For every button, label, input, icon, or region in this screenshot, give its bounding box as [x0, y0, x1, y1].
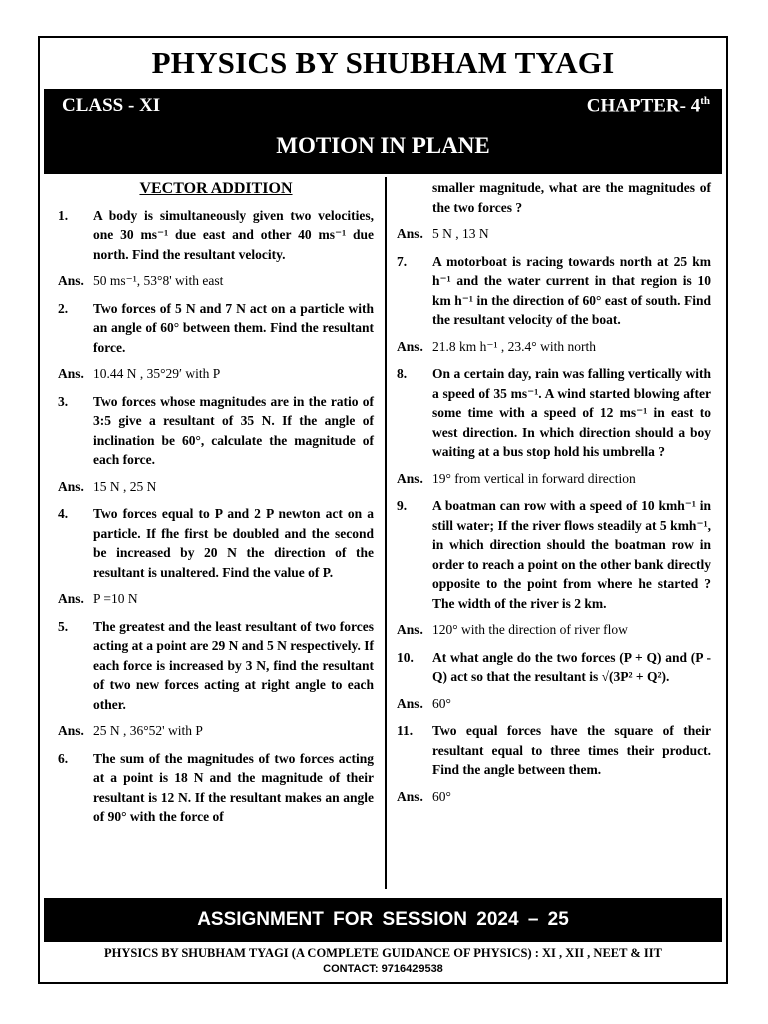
question-number: 9. — [397, 498, 408, 513]
answer-6 — [397, 224, 711, 244]
page-title: PHYSICS BY SHUBHAM TYAGI — [151, 45, 615, 80]
answer-10 — [397, 694, 711, 714]
answer-text: 10.44 N , 35°29′ with P — [93, 366, 221, 381]
question-2 — [58, 299, 374, 358]
answer-label: Ans. — [397, 338, 423, 354]
answer-text: 60° — [432, 695, 451, 711]
footer-contact: CONTACT: 9716429538 — [323, 963, 443, 975]
answer-label: Ans. — [58, 478, 84, 494]
question-6-continued: smaller magnitude, what are the magnitudes of the two forces ? — [432, 180, 711, 215]
chapter-label — [587, 95, 710, 117]
question-text: A boatman can row with a speed of 10 kmh⁻¹ in still water; If the river flows steadily at 5 kmh⁻¹, in which direction should the boatman row in order to reach a point on the other bank directly opposite to the point from where he started ? The width of the river is 2 km. — [432, 498, 711, 611]
answer-7 — [397, 337, 711, 357]
chapter-superscript: th — [700, 95, 710, 107]
question-number: 11. — [397, 723, 414, 738]
answer-11 — [397, 787, 711, 807]
question-3 — [58, 392, 374, 470]
header-bar — [44, 89, 722, 174]
question-number: 10. — [397, 649, 414, 665]
answer-label: Ans. — [58, 591, 84, 606]
answer-5 — [58, 721, 374, 741]
question-number: 5. — [58, 618, 69, 634]
question-text: Two equal forces have the square of their resultant equal to three times their product. Find the angle between them. — [432, 723, 711, 777]
chapter-topic: MOTION IN PLANE — [276, 133, 490, 158]
question-10 — [397, 648, 711, 687]
answer-4 — [58, 589, 374, 609]
answer-label: Ans. — [397, 622, 423, 637]
question-6 — [58, 749, 374, 827]
answer-text: 5 N , 13 N — [432, 226, 489, 241]
left-column — [58, 178, 374, 834]
answer-label: Ans. — [397, 695, 423, 711]
question-1 — [58, 206, 374, 265]
answer-1 — [58, 271, 374, 291]
answer-text: P =10 N — [93, 591, 138, 606]
assignment-banner: ASSIGNMENT FOR SESSION 2024 – 25 — [44, 898, 722, 942]
question-text: The greatest and the least resultant of two forces acting at a point are 29 N and 5 N respectively. If each force is increased by 3 N, find the resultant of two new forces acting at right angle to each other. — [93, 618, 374, 712]
answer-label: Ans. — [58, 273, 84, 288]
answer-text: 120° with the direction of river flow — [432, 622, 628, 637]
question-text: At what angle do the two forces (P + Q) and (P - Q) act so that the resultant is √(3P² + Q²). — [432, 649, 711, 684]
question-text: Two forces whose magnitudes are in the ratio of 3:5 give a resultant of 35 N. If the angle of inclination be 60°, calculate the magnitude of each force. — [93, 393, 374, 467]
answer-9 — [397, 620, 711, 640]
chapter-text: CHAPTER- 4 — [586, 95, 701, 117]
question-7 — [397, 252, 711, 330]
question-11 — [397, 721, 711, 780]
question-text: On a certain day, rain was falling vertically with a speed of 35 ms⁻¹. A wind started blowing after some time with a speed of 12 ms⁻¹ in east to west direction. In which direction should a boy waiting at a bus stop hold his umbrella ? — [432, 366, 711, 459]
answer-text: 21.8 km h⁻¹ , 23.4° with north — [432, 338, 596, 354]
answer-label: Ans. — [58, 723, 84, 738]
answer-label: Ans. — [397, 788, 423, 804]
answer-label: Ans. — [397, 226, 423, 241]
answer-text: 19° from vertical in forward direction — [432, 470, 636, 486]
answer-label: Ans. — [58, 366, 84, 381]
question-text: Two forces of 5 N and 7 N act on a particle with an angle of 60° between them. Find the resultant force. — [93, 300, 374, 355]
answer-text: 60° — [432, 788, 451, 804]
question-text: The sum of the magnitudes of two forces acting at a point is 18 N and the magnitude of their resultant is 12 N. If the resultant makes an angle of 90° with the force of — [93, 750, 374, 824]
question-number: 2. — [58, 300, 69, 316]
answer-text: 15 N , 25 N — [93, 478, 157, 494]
question-text: A motorboat is racing towards north at 25 km h⁻¹ and the water current in that region is 10 km h⁻¹ in the direction of 60° east of south. Find the resultant velocity of the boat. — [432, 253, 711, 327]
answer-text: 25 N , 36°52' with P — [93, 723, 203, 738]
question-number: 6. — [58, 750, 69, 766]
section-title: VECTOR ADDITION — [139, 180, 293, 197]
question-9 — [397, 496, 711, 613]
answer-2 — [58, 364, 374, 384]
question-8 — [397, 364, 711, 462]
question-number: 8. — [397, 366, 408, 381]
answer-3 — [58, 477, 374, 497]
question-5 — [58, 617, 374, 715]
question-number: 7. — [397, 253, 408, 269]
answer-label: Ans. — [397, 470, 423, 486]
answer-8 — [397, 469, 711, 489]
question-text: A body is simultaneously given two velocities, one 30 ms⁻¹ due east and other 40 ms⁻¹ due north. Find the resultant velocity. — [93, 207, 374, 262]
question-4 — [58, 504, 374, 582]
right-column — [397, 178, 711, 814]
answer-text: 50 ms⁻¹, 53°8' with east — [93, 273, 224, 288]
column-divider — [385, 177, 387, 889]
question-number: 1. — [58, 207, 69, 223]
question-text: Two forces equal to P and 2 P newton act on a particle. If fhe first be doubled and the second be increased by 20 N the direction of the resultant is unaltered. Find the value of P. — [93, 506, 374, 580]
footer-tagline: PHYSICS BY SHUBHAM TYAGI (A COMPLETE GUIDANCE OF PHYSICS) : XI , XII , NEET & IIT — [104, 946, 662, 960]
question-number: 3. — [58, 393, 69, 409]
class-label: CLASS - XI — [62, 95, 161, 116]
question-number: 4. — [58, 506, 69, 521]
